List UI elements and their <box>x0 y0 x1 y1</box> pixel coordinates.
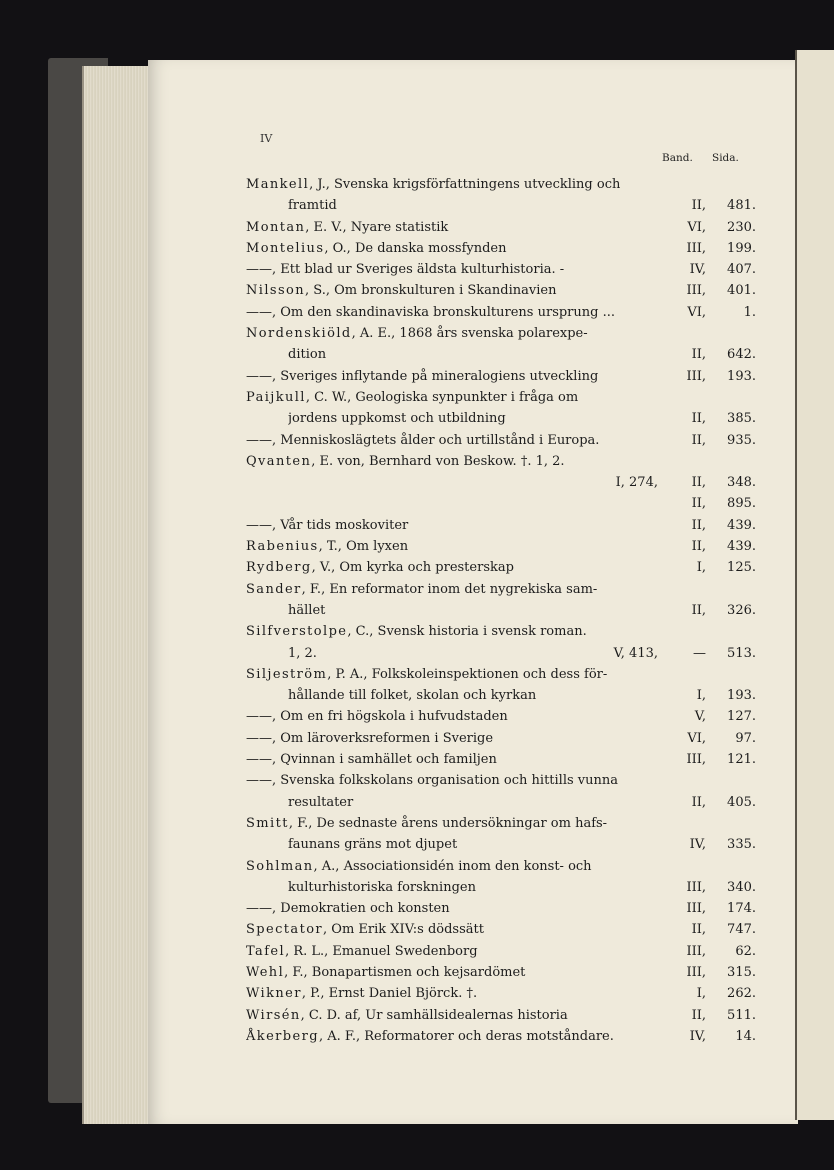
index-row <box>246 238 766 259</box>
volume-number: III, <box>686 283 706 299</box>
index-entry-text: Nilsson, S., Om bronskulturen i Skandinavien <box>246 283 557 299</box>
author-name: Wehl <box>246 964 285 980</box>
index-row <box>246 280 766 301</box>
page-reference: 747. <box>727 922 756 938</box>
page-reference: 315. <box>727 964 756 980</box>
index-row <box>246 856 766 877</box>
page-reference: 935. <box>727 432 756 448</box>
volume-number: III, <box>686 879 706 895</box>
index-row <box>246 941 766 962</box>
author-name: Paijkull <box>246 389 306 405</box>
volume-number: II, <box>691 475 706 491</box>
index-entry-text: Tafel, R. L., Emanuel Swedenborg <box>246 943 478 959</box>
author-name: Rabenius <box>246 539 319 555</box>
page-reference: 385. <box>727 411 756 427</box>
index-entry-text: Montan, E. V., Nyare statistik <box>246 219 449 235</box>
page-reference: 439. <box>727 539 756 555</box>
page-reference: 199. <box>727 240 756 256</box>
index-entry-text: 1, 2. V, 413, <box>288 643 658 664</box>
index-row <box>246 515 766 536</box>
page-reference: 127. <box>727 709 756 725</box>
index-row <box>246 174 766 195</box>
index-entry-text: ——, Om en fri högskola i hufvudstaden <box>246 709 508 725</box>
author-name: Åkerberg <box>246 1028 319 1044</box>
index-row <box>246 323 766 344</box>
index-entry-text: ——, Om den skandinaviska bronskulturens ursprung ... <box>246 304 615 320</box>
index-row <box>246 962 766 983</box>
page-reference: 193. <box>727 688 756 704</box>
index-entry-text: Paijkull, C. W., Geologiska synpunkter i fråga om <box>246 389 579 405</box>
volume-number: III, <box>686 752 706 768</box>
volume-number: II, <box>691 1007 706 1023</box>
index-row <box>246 792 766 813</box>
volume-number: VI, <box>687 304 706 320</box>
volume-number: I, <box>696 986 706 1002</box>
index-entry-text: kulturhistoriska forskningen <box>288 879 476 895</box>
index-row <box>246 387 766 408</box>
page-reference: 405. <box>727 794 756 810</box>
volume-number: III, <box>686 943 706 959</box>
index-row <box>246 217 766 238</box>
index-row <box>246 643 766 664</box>
index-row <box>246 579 766 600</box>
volume-number: II, <box>691 347 706 363</box>
index-row <box>246 302 766 323</box>
index-row <box>246 366 766 387</box>
index-entry-text: Rydberg, V., Om kyrka och presterskap <box>246 560 514 576</box>
author-name: Wikner <box>246 986 302 1002</box>
index-entry-text: Wehl, F., Bonapartismen och kejsardömet <box>246 964 526 980</box>
author-name: Sohlman <box>246 858 314 874</box>
page-reference: 335. <box>727 837 756 853</box>
page-reference: 326. <box>727 602 756 618</box>
index-entry-text: Rabenius, T., Om lyxen <box>246 539 409 555</box>
author-name: Montan <box>246 219 306 235</box>
column-header-sida: Sida. <box>712 152 739 164</box>
index-row <box>246 557 766 578</box>
author-name: Nordenskiöld <box>246 326 352 342</box>
volume-number: II, <box>691 517 706 533</box>
index-row <box>246 536 766 557</box>
index-row <box>246 408 766 429</box>
index-entry-text: ——, Ett blad ur Sveriges äldsta kulturhistoria. - <box>246 262 565 278</box>
index-row <box>246 919 766 940</box>
volume-number: III, <box>686 964 706 980</box>
page-reference: 513. <box>727 645 756 661</box>
page-reference: 193. <box>727 368 756 384</box>
facing-page-edge <box>795 50 834 1120</box>
volume-number: II, <box>691 432 706 448</box>
volume-number: IV, <box>689 262 706 278</box>
author-name: Silfverstolpe <box>246 624 348 640</box>
index-entry-text: ——, Menniskoslägtets ålder och urtillstånd i Europa. <box>246 432 600 448</box>
page-reference: 1. <box>743 304 756 320</box>
volume-number: III, <box>686 901 706 917</box>
index-entry-text: Nordenskiöld, A. E., 1868 års svenska polarexpe- <box>246 326 588 342</box>
author-name: Spectator <box>246 922 324 938</box>
index-entry-text: Spectator, Om Erik XIV:s dödssätt <box>246 922 484 938</box>
page-reference: 439. <box>727 517 756 533</box>
index-row <box>246 749 766 770</box>
volume-number: V, <box>694 709 706 725</box>
index-entry-text: Siljeström, P. A., Folkskoleinspektionen och dess för- <box>246 666 608 682</box>
index-entry-text: Sohlman, A., Associationsidén inom den konst- och <box>246 858 592 874</box>
index-row <box>246 664 766 685</box>
volume-number: II, <box>691 922 706 938</box>
index-row <box>246 600 766 621</box>
page-reference: 230. <box>727 219 756 235</box>
page-reference: 401. <box>727 283 756 299</box>
index-row <box>246 706 766 727</box>
index-row <box>246 493 766 514</box>
index-entry-text: ——, Sveriges inflytande på mineralogiens utveckling <box>246 368 599 384</box>
page-reference: 14. <box>735 1028 756 1044</box>
page-reference: 262. <box>727 986 756 1002</box>
index-row <box>246 834 766 855</box>
index-row <box>246 195 766 216</box>
page-stack-edges <box>82 66 156 1124</box>
author-name: Tafel <box>246 943 286 959</box>
page-reference: 121. <box>727 752 756 768</box>
column-header-band: Band. <box>662 152 693 164</box>
index-entry-text: Åkerberg, A. F., Reformatorer och deras motståndare. <box>246 1028 614 1044</box>
volume-number: I, <box>696 560 706 576</box>
author-name: Nilsson <box>246 283 306 299</box>
page-reference: 62. <box>735 943 756 959</box>
index-entry-text: ——, Vår tids moskoviter <box>246 517 409 533</box>
page-reference: 511. <box>727 1007 756 1023</box>
index-row <box>246 813 766 834</box>
author-name: Rydberg <box>246 560 312 576</box>
index-row <box>246 1005 766 1026</box>
page-reference: 348. <box>727 475 756 491</box>
index-entry-text: I, 274, <box>615 475 658 491</box>
index-entry-text: Silfverstolpe, C., Svensk historia i svensk roman. <box>246 624 587 640</box>
index-entry-text: ——, Om läroverksreformen i Sverige <box>246 730 494 746</box>
volume-number: VI, <box>687 730 706 746</box>
index-entry-text: Qvanten, E. von, Bernhard von Beskow. †. 1, 2. <box>246 453 565 469</box>
index-row <box>246 344 766 365</box>
index-row <box>246 685 766 706</box>
index-row <box>246 770 766 791</box>
index-entries <box>246 174 766 1047</box>
volume-number: II, <box>691 539 706 555</box>
index-entry-text: framtid <box>288 198 337 214</box>
index-entry-text: dition <box>288 347 327 363</box>
page-number: IV <box>260 132 273 145</box>
volume-number: III, <box>686 368 706 384</box>
author-name: Wirsén <box>246 1007 301 1023</box>
volume-number: IV, <box>689 1028 706 1044</box>
page-reference: 125. <box>727 560 756 576</box>
volume-number: VI, <box>687 219 706 235</box>
index-entry-text: faunans gräns mot djupet <box>288 837 458 853</box>
author-name: Sander <box>246 581 302 597</box>
author-name: Mankell <box>246 177 310 192</box>
author-name: Montelius <box>246 240 325 256</box>
index-entry-text: Wirsén, C. D. af, Ur samhällsidealernas historia <box>246 1007 568 1023</box>
volume-number: I, <box>696 688 706 704</box>
page-reference: 895. <box>727 496 756 512</box>
index-entry-text: ——, Qvinnan i samhället och familjen <box>246 752 497 768</box>
author-name: Siljeström <box>246 666 328 682</box>
index-row <box>246 1026 766 1047</box>
index-entry-text: Mankell, J., Svenska krigsförfattningens utveckling och <box>246 177 621 192</box>
volume-number: II, <box>691 198 706 214</box>
page-reference: 407. <box>727 262 756 278</box>
index-entry-text: hållande till folket, skolan och kyrkan <box>288 688 537 704</box>
index-entry-text: Sander, F., En reformator inom det nygrekiska sam- <box>246 581 598 597</box>
author-name: Qvanten <box>246 453 312 469</box>
index-row <box>246 877 766 898</box>
volume-number: II, <box>691 794 706 810</box>
index-entry-text: Montelius, O., De danska mossfynden <box>246 240 507 256</box>
volume-number: II, <box>691 602 706 618</box>
index-entry-text: ——, Demokratien och konsten <box>246 901 450 917</box>
author-name: Smitt <box>246 815 289 831</box>
index-row <box>246 451 766 472</box>
volume-number: IV, <box>689 837 706 853</box>
index-entry-text: jordens uppkomst och utbildning <box>288 411 506 427</box>
index-row <box>246 898 766 919</box>
volume-number: II, <box>691 496 706 512</box>
page-reference: 97. <box>735 730 756 746</box>
volume-number: III, <box>686 240 706 256</box>
index-entry-text: ——, Svenska folkskolans organisation och hittills vunna <box>246 773 619 789</box>
index-entry-text: Smitt, F., De sednaste årens undersökningar om hafs- <box>246 815 608 831</box>
index-entry-text: Wikner, P., Ernst Daniel Björck. †. <box>246 986 478 1002</box>
page-reference: 481. <box>727 198 756 214</box>
inline-reference: V, 413, <box>613 645 658 661</box>
volume-number: — <box>693 645 706 661</box>
page-reference: 174. <box>727 901 756 917</box>
index-row <box>246 983 766 1004</box>
page-reference: 340. <box>727 879 756 895</box>
page-reference: 642. <box>727 347 756 363</box>
volume-number: II, <box>691 411 706 427</box>
index-row <box>246 259 766 280</box>
index-row <box>246 728 766 749</box>
index-row <box>246 472 766 493</box>
index-row <box>246 621 766 642</box>
index-row <box>246 430 766 451</box>
index-entry-text: resultater <box>288 794 354 810</box>
index-entry-text: hället <box>288 602 326 618</box>
